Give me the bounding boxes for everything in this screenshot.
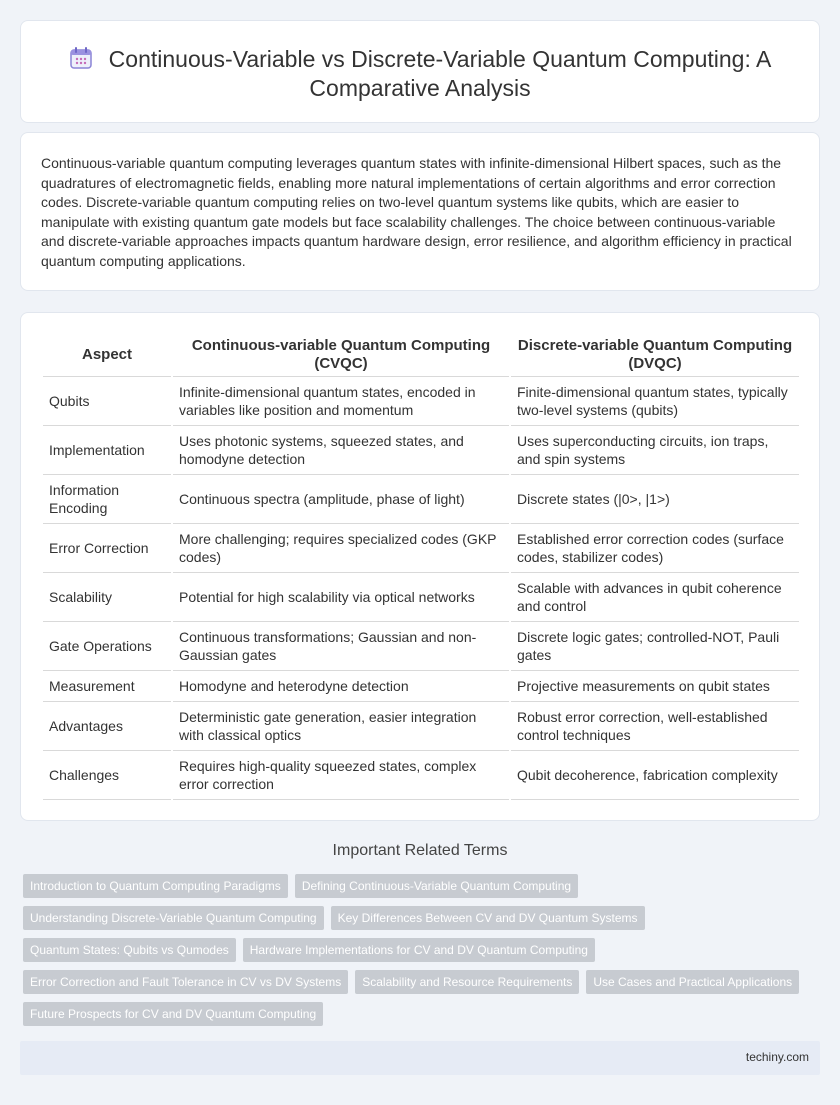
cell-aspect: Scalability bbox=[43, 573, 171, 622]
calendar-icon bbox=[69, 46, 93, 70]
cell-cvqc: More challenging; requires specialized codes (GKP codes) bbox=[173, 524, 509, 573]
cell-dvqc: Discrete states (|0>, |1>) bbox=[511, 475, 799, 524]
cell-dvqc: Robust error correction, well-established control techniques bbox=[511, 702, 799, 751]
related-term-link[interactable]: Error Correction and Fault Tolerance in CV vs DV Systems bbox=[23, 970, 348, 994]
title-card bbox=[20, 20, 820, 123]
header-cvqc: Continuous-variable Quantum Computing (CVQC) bbox=[173, 333, 509, 377]
cell-cvqc: Potential for high scalability via optical networks bbox=[173, 573, 509, 622]
cell-aspect: Qubits bbox=[43, 377, 171, 426]
cell-cvqc: Deterministic gate generation, easier integration with classical optics bbox=[173, 702, 509, 751]
related-term-link[interactable]: Defining Continuous-Variable Quantum Computing bbox=[295, 874, 578, 898]
table-row bbox=[43, 426, 799, 475]
cell-cvqc: Uses photonic systems, squeezed states, and homodyne detection bbox=[173, 426, 509, 475]
intro-paragraph: Continuous-variable quantum computing leverages quantum states with infinite-dimensional Hilbert spaces, such as the quadratures of electromagnetic fields, enabling more natural implementations of certain algorithms and error correction codes. Discrete-variable quantum computing relies on two-level quantum systems like qubits, which are easier to manipulate with existing quantum gate models but face scalability challenges. The choice between continuous-variable and discrete-variable approaches impacts quantum hardware design, error resilience, and algorithm efficiency in practical quantum computing applications. bbox=[41, 155, 792, 269]
related-term-link[interactable]: Use Cases and Practical Applications bbox=[586, 970, 799, 994]
cell-cvqc: Continuous transformations; Gaussian and non-Gaussian gates bbox=[173, 622, 509, 671]
cell-aspect: Advantages bbox=[43, 702, 171, 751]
related-term-link[interactable]: Introduction to Quantum Computing Paradigms bbox=[23, 874, 288, 898]
related-terms-list bbox=[23, 874, 823, 1026]
page-title-wrap bbox=[51, 45, 789, 103]
cell-aspect: Error Correction bbox=[43, 524, 171, 573]
cell-dvqc: Qubit decoherence, fabrication complexity bbox=[511, 751, 799, 800]
footer-site-link[interactable]: techiny.com bbox=[745, 1050, 809, 1064]
table-row bbox=[43, 475, 799, 524]
table-row bbox=[43, 573, 799, 622]
footer bbox=[20, 1041, 820, 1075]
related-term-link[interactable]: Scalability and Resource Requirements bbox=[355, 970, 579, 994]
comparison-card bbox=[20, 312, 820, 821]
related-term-link[interactable]: Key Differences Between CV and DV Quantum Systems bbox=[331, 906, 645, 930]
related-term-link[interactable]: Hardware Implementations for CV and DV Quantum Computing bbox=[243, 938, 595, 962]
cell-dvqc: Finite-dimensional quantum states, typically two-level systems (qubits) bbox=[511, 377, 799, 426]
cell-dvqc: Discrete logic gates; controlled-NOT, Pauli gates bbox=[511, 622, 799, 671]
cell-aspect: Gate Operations bbox=[43, 622, 171, 671]
table-row bbox=[43, 702, 799, 751]
comparison-table bbox=[41, 333, 801, 800]
table-row bbox=[43, 671, 799, 702]
related-term-link[interactable]: Understanding Discrete-Variable Quantum Computing bbox=[23, 906, 324, 930]
cell-cvqc: Homodyne and heterodyne detection bbox=[173, 671, 509, 702]
header-dvqc: Discrete-variable Quantum Computing (DVQC) bbox=[511, 333, 799, 377]
related-terms-heading: Important Related Terms bbox=[332, 842, 508, 859]
page-title: Continuous-Variable vs Discrete-Variable Quantum Computing: A Comparative Analysis bbox=[108, 46, 772, 101]
cell-cvqc: Continuous spectra (amplitude, phase of light) bbox=[173, 475, 509, 524]
cell-dvqc: Projective measurements on qubit states bbox=[511, 671, 799, 702]
cell-dvqc: Established error correction codes (surface codes, stabilizer codes) bbox=[511, 524, 799, 573]
related-term-link[interactable]: Future Prospects for CV and DV Quantum Computing bbox=[23, 1002, 323, 1026]
cell-dvqc: Uses superconducting circuits, ion traps, and spin systems bbox=[511, 426, 799, 475]
cell-aspect: Measurement bbox=[43, 671, 171, 702]
table-row bbox=[43, 622, 799, 671]
table-row bbox=[43, 524, 799, 573]
cell-aspect: Information Encoding bbox=[43, 475, 171, 524]
cell-dvqc: Scalable with advances in qubit coherence and control bbox=[511, 573, 799, 622]
intro-card bbox=[20, 132, 820, 291]
header-aspect: Aspect bbox=[43, 333, 171, 377]
cell-cvqc: Infinite-dimensional quantum states, encoded in variables like position and momentum bbox=[173, 377, 509, 426]
table-row bbox=[43, 377, 799, 426]
table-header-row bbox=[43, 333, 799, 377]
cell-aspect: Implementation bbox=[43, 426, 171, 475]
table-row bbox=[43, 751, 799, 800]
related-term-link[interactable]: Quantum States: Qubits vs Qumodes bbox=[23, 938, 236, 962]
cell-cvqc: Requires high-quality squeezed states, complex error correction bbox=[173, 751, 509, 800]
cell-aspect: Challenges bbox=[43, 751, 171, 800]
